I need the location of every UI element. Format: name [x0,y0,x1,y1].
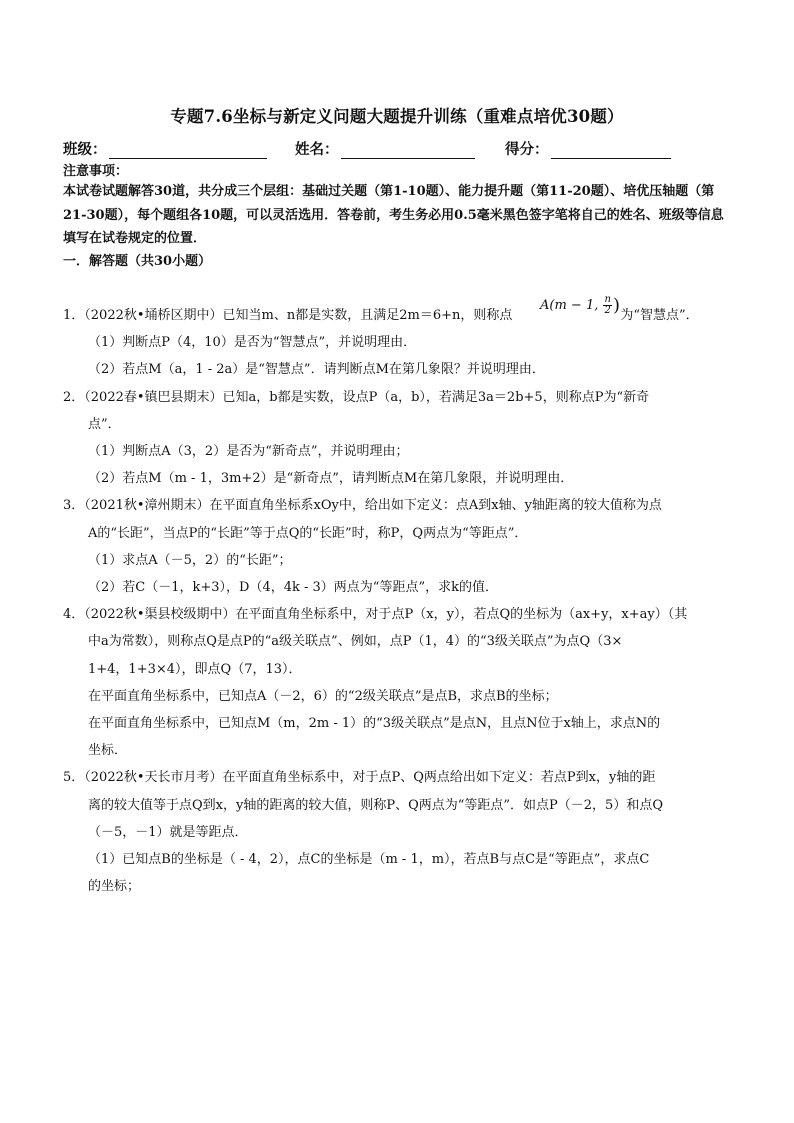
question-3-stem: 3．（2021秋•漳州期末）在平面直角坐标系xOy中，给出如下定义：点A到x轴、y轴距离的较大值称为点 [63,498,662,514]
notes-heading: 注意事项： [63,164,129,179]
question-4-stem: 4．（2022秋•渠县校级期中）在平面直角坐标系中，对于点P（x，y），若点Q的坐标为（ax+y，x+ay）（其 [63,607,688,623]
question-2 [63,384,731,493]
question-1 [63,294,731,384]
question-3-part-2: （2）若C（－1，k+3），D（4，4k - 3）两点为“等距点”，求k的值． [88,580,498,596]
page-title: 专题7.6坐标与新定义问题大题提升训练（重难点培优30题） [170,107,624,126]
class-label: 班级： [63,141,107,158]
question-1-part-2: （2）若点M（a，1 - 2a）是“智慧点”．请判断点M在第几象限？并说明理由． [88,362,545,378]
score-label: 得分： [505,141,549,158]
question-5-stem: 5．（2022秋•天长市月考）在平面直角坐标系中，对于点P、Q两点给出如下定义：若点P到x，y轴的距 [63,770,656,786]
question-5-stem-cont-2: （－5，－1）就是等距点． [88,824,248,840]
question-4-stem-cont-2: 1+4，1+3×4），即点Q（7，13）． [88,661,302,677]
question-5-part-1: （1）已知点B的坐标是（ - 4，2），点C的坐标是（m - 1，m），若点B与点C是“等距点”，求点C [88,852,650,868]
question-2-stem-cont: 点”． [88,416,121,432]
score-field [505,138,671,159]
name-input-line[interactable] [341,142,475,159]
questions-body [63,294,731,900]
question-4 [63,601,731,764]
student-info-fields [63,138,743,160]
formula-numerator: n [604,294,611,306]
question-2-part-1: （1）判断点A（3，2）是否为“新奇点”，并说明理由； [88,444,409,460]
question-4-part-2-cont: 坐标． [88,743,128,759]
question-4-stem-cont-1: 中a为常数），则称点Q是点P的“a级关联点”、例如，点P（1，4）的“3级关联点”为点Q（3× [88,634,623,650]
question-2-stem: 2．（2022春•镇巴县期末）已知a，b都是实数，设点P（a，b），若满足3a＝2b+5，则称点P为“新奇 [63,389,650,405]
smart-point-formula: A(m − 1, $\frac{n}{2}$ ) [540,294,620,317]
question-3-part-1: （1）求点A（－5，2）的“长距”； [88,552,292,568]
question-3 [63,492,731,601]
class-input-line[interactable] [109,142,267,159]
question-4-part-1: 在平面直角坐标系中，已知点A（－2，6）的“2级关联点”是点B，求点B的坐标； [88,688,558,704]
question-4-part-2: 在平面直角坐标系中，已知点M（m，2m - 1）的“3级关联点”是点N，且点N位于x轴上，求点N的 [88,716,661,732]
question-5 [63,764,731,900]
score-input-line[interactable] [551,142,671,159]
question-5-stem-cont-1: 离的较大值等于点Q到x，y轴的距离的较大值，则称P、Q两点为“等距点”．如点P（－2，5）和点Q [88,797,663,813]
question-1-stem-end: 为“智慧点”． [620,308,699,323]
instructions-text: 本试卷试题解答30道，共分成三个层组：基础过关题（第1-10题）、能力提升题（第11-20题）、培优压轴题（第21-30题），每个题组各10题，可以灵活选用．答卷前，考生务必用0.5毫米黑色签字笔将自己的姓名、班级等信息填写在试卷规定的位置． [63,184,724,246]
section-heading: 一．解答题（共30小题） [63,254,212,269]
name-label: 姓名： [295,141,339,158]
question-3-stem-cont: A的“长距”，当点P的“长距”等于点Q的“长距”时，称P，Q两点为“等距点”． [88,525,528,541]
class-field [63,138,267,159]
question-1-part-1: （1）判断点P（4，10）是否为“智慧点”，并说明理由． [88,335,417,351]
formula-denominator: 2 [604,305,611,317]
question-2-part-2: （2）若点M（m - 1，3m+2）是“新奇点”，请判断点M在第几象限，并说明理由． [88,471,574,487]
name-field [295,138,475,159]
question-5-part-1-cont: 的坐标； [88,879,141,895]
question-1-stem: 1．（2022秋•埇桥区期中）已知当m、n都是实数，且满足2m＝6+n，则称点 [63,308,513,323]
